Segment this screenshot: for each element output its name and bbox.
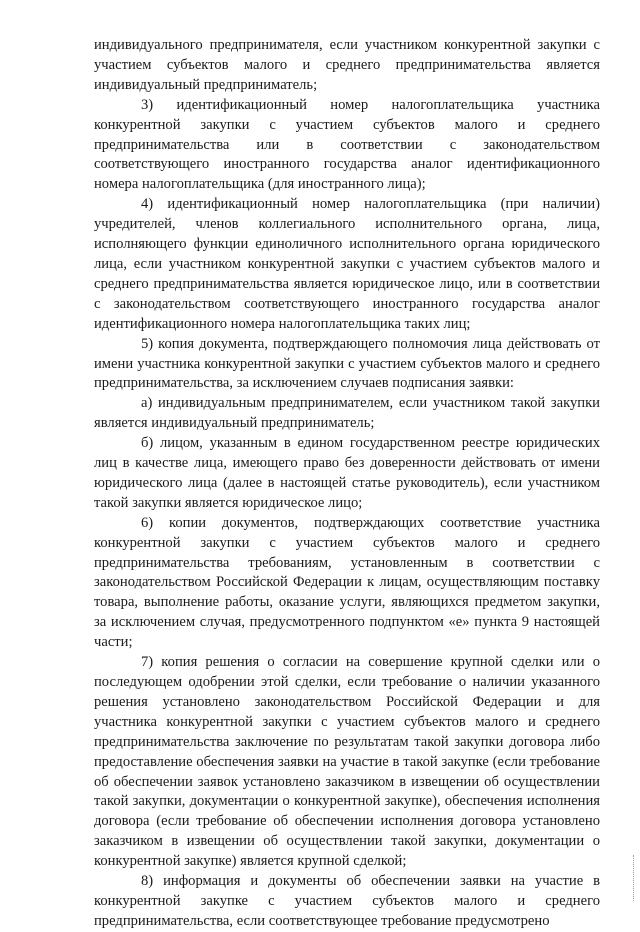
paragraph-item-3: 3) идентификационный номер налогоплательщика участника конкурентной закупки с участием субъектов малого и среднего предпринимательства или в соответствии с законодательством соответствующего иностранного государства аналог идентификационного номера налогоплательщика (для иностранного лица);: [94, 96, 600, 193]
paragraph-item-5: 5) копия документа, подтверждающего полномочия лица действовать от имени участника конкурентной закупки с участием субъектов малого и среднего предпринимательства, за исключением случаев подписания заявки:: [94, 335, 600, 392]
document-page: [94, 36, 600, 932]
paragraph-item-7: 7) копия решения о согласии на совершение крупной сделки или о последующем одобрении этой сделки, если требование о наличии указанного решения установлено законодательством Российской Федерации и для участника конкурентной закупки с участием субъектов малого и среднего предпринимательства заключение по результатам такой закупки договора либо предоставление обеспечения заявки на участие в такой закупке (если требование об обеспечении заявок установлено заказчиком в извещении об осуществлении такой закупки, документации о конкурентной закупке), обеспечения исполнения договора (если требование об обеспечении исполнения договора установлено заказчиком в извещении об осуществлении такой закупки, документации о конкурентной закупке) является крупной сделкой;: [94, 654, 600, 870]
paragraph-item-6: 6) копии документов, подтверждающих соответствие участника конкурентной закупки с участием субъектов малого и среднего предпринимательства требованиям, установленным в соответствии с законодательством Российской Федерации к лицам, осуществляющим поставку товара, выполнение работы, оказание услуги, являющихся предметом закупки, за исключением случая, предусмотренного подпунктом «е» пункта 9 настоящей части;: [94, 514, 600, 651]
paragraph-item-8: 8) информация и документы об обеспечении заявки на участие в конкурентной закупке с участием субъектов малого и среднего предпринимательства, если соответствующее требование предусмотрено: [94, 873, 600, 929]
paragraph-item-4: 4) идентификационный номер налогоплательщика (при наличии) учредителей, членов коллегиального исполнительного органа, лица, исполняющего функции единоличного исполнительного органа юридического лица, если участником конкурентной закупки с участием субъектов малого и среднего предпринимательства является юридическое лицо, или в соответствии с законодательством соответствующего иностранного государства аналог идентификационного номера налогоплательщика таких лиц;: [94, 196, 600, 332]
paragraph-continuation: индивидуального предпринимателя, если участником конкурентной закупки с участием субъектов малого и среднего предпринимательства является индивидуальный предприниматель;: [94, 37, 600, 93]
paragraph-item-5a: а) индивидуальным предпринимателем, если участником такой закупки является индивидуальный предприниматель;: [94, 395, 600, 432]
scan-edge-mark: [633, 855, 636, 901]
paragraph-item-5b: б) лицом, указанным в едином государственном реестре юридических лиц в качестве лица, имеющего право без доверенности действовать от имени юридического лица (далее в настоящей статье руководитель), если участником такой закупки является юридическое лицо;: [94, 435, 600, 511]
